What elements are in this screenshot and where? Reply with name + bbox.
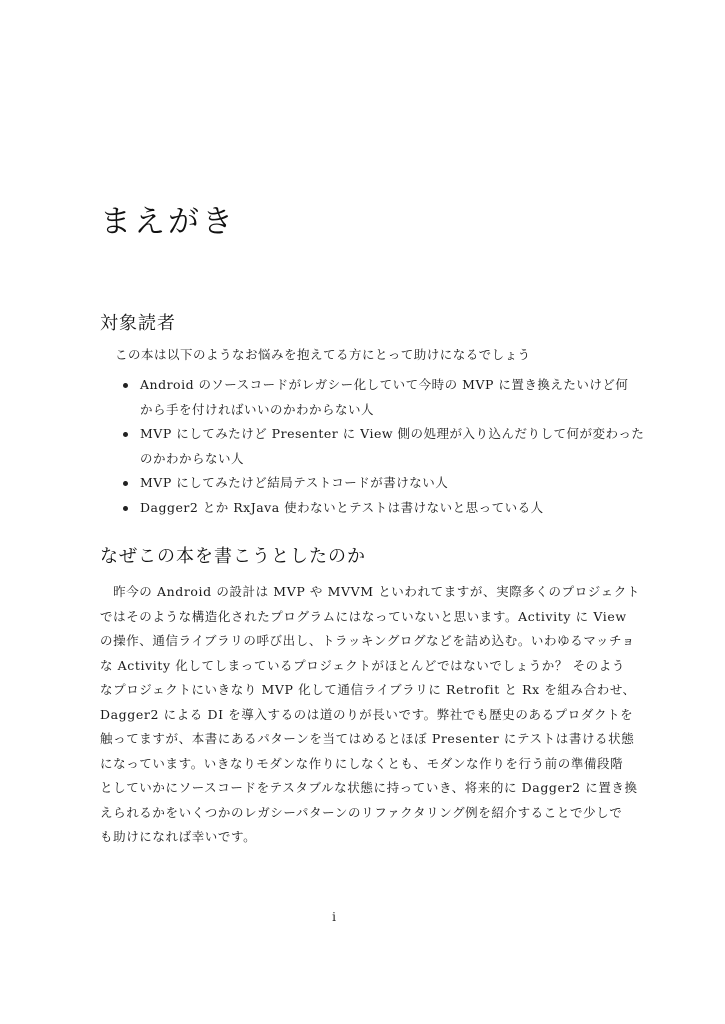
bullet-icon bbox=[123, 432, 128, 437]
paragraph-line: の操作、通信ライブラリの呼び出し、トラッキングログなどを詰め込む。いわゆるマッチョ bbox=[100, 633, 635, 648]
page-number: i bbox=[332, 910, 336, 924]
target-readers-list bbox=[120, 373, 645, 520]
paragraph-line: な Activity 化してしまっているプロジェクトがほとんどではないでしょうか？ そのよう bbox=[100, 657, 625, 673]
bullet-icon bbox=[123, 383, 128, 388]
list-item-line: Dagger2 とか RxJava 使わないとテストは書けないと思っている人 bbox=[140, 499, 544, 515]
bullet-icon bbox=[123, 481, 128, 486]
paragraph-line: えられるかをいくつかのレガシーパターンのリファクタリング例を紹介することで少しで bbox=[100, 804, 623, 820]
paragraph-line: ではそのような構造化されたプログラムにはなっていないと思います。Activity に View bbox=[100, 608, 627, 624]
body-paragraph bbox=[100, 580, 640, 850]
list-item bbox=[120, 373, 640, 422]
list-item-line: Android のソースコードがレガシー化していて今時の MVP に置き換えたいけど何 bbox=[140, 377, 629, 392]
paragraph-line: Dagger2 による DI を導入するのは道のりが長いです。弊社でも歴史のあるプロダクトを bbox=[100, 706, 634, 722]
list-item-line: から手を付ければいいのかわからない人 bbox=[140, 401, 375, 417]
list-item-line: MVP にしてみたけど Presenter に View 側の処理が入り込んだりして何が変わった bbox=[140, 426, 645, 441]
list-item-line: のかわからない人 bbox=[140, 450, 245, 466]
paragraph-line: なプロジェクトにいきなり MVP 化して通信ライブラリに Retrofit と Rx を組み合わせ、 bbox=[100, 682, 636, 697]
list-item-line: MVP にしてみたけど結局テストコードが書けない人 bbox=[140, 475, 449, 490]
paragraph-line: になっています。いきなりモダンな作りにしなくとも、モダンな作りを行う前の準備段階 bbox=[100, 755, 624, 771]
list-item bbox=[120, 496, 640, 521]
paragraph-line: 昨今の Android の設計は MVP や MVVM といわれてますが、実際多くのプロジェクト bbox=[100, 584, 640, 599]
paragraph-line: も助けになれば幸いです。 bbox=[100, 829, 257, 844]
section-title-target-readers: 対象読者 bbox=[100, 313, 176, 334]
section-title-why-this-book: なぜこの本を書こうとしたのか bbox=[100, 546, 366, 567]
section-intro: この本は以下のようなお悩みを抱えてる方にとって助けになるでしょう bbox=[115, 347, 531, 362]
chapter-title: まえがき bbox=[100, 204, 236, 240]
paragraph-line: 触ってますが、本書にあるパターンを当てはめるとほぼ Presenter にテストは書ける状態 bbox=[100, 731, 635, 746]
bullet-icon bbox=[123, 506, 128, 511]
paragraph-line: としていかにソースコードをテスタブルな状態に持っていき、将来的に Dagger2 に置き換 bbox=[100, 780, 638, 795]
list-item bbox=[120, 471, 640, 496]
list-item bbox=[120, 422, 645, 471]
